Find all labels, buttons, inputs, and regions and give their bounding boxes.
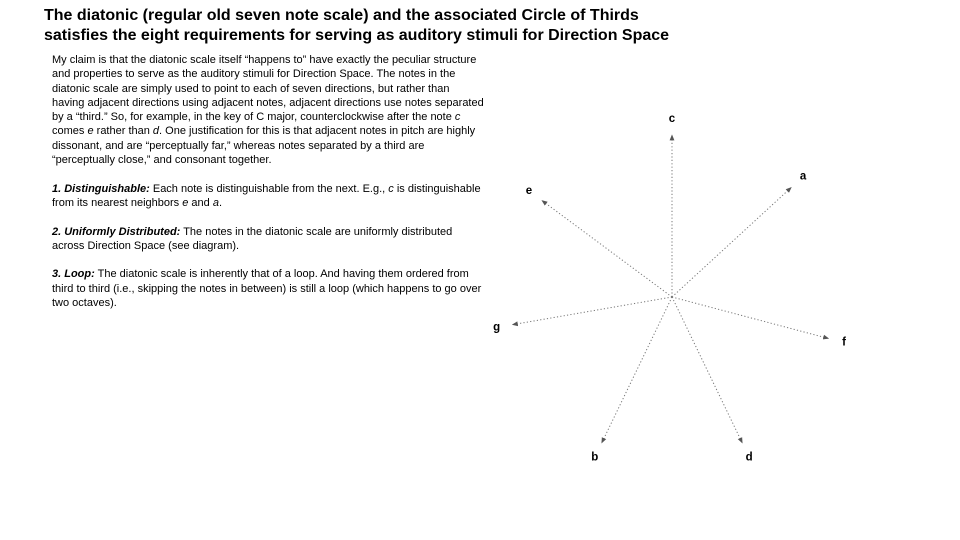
requirement-2-text: The notes in the diatonic scale are uniformly distributed across Direction Space (see diagram). (52, 225, 453, 252)
intro-note-e: e (87, 125, 94, 138)
requirement-1-note-c: c (388, 182, 394, 195)
slide-title-line-2: satisfies the eight requirements for serving as auditory stimuli for Direction Space (44, 27, 670, 44)
requirement-2-heading: 2. Uniformly Distributed: (52, 225, 181, 238)
label-g: g (493, 321, 501, 334)
arrow-d (672, 297, 742, 443)
label-e: e (525, 184, 533, 197)
intro-text-1: My claim is that the diatonic scale itself “happens to” have exactly the peculiar structure and properties to serve as the auditory stimuli for Direction Space. The notes in the diatonic scale are simply used to point to each of seven directions, but rather than having adjacent directions using adjacent notes, adjacent directions use notes separated by a “third.” So, for example, in the key of C major, counterclockwise after the note (52, 54, 484, 124)
requirement-3-text: The diatonic scale is inherently that of a loop. And having them ordered from third to third (i.e., skipping the notes in between) is still a loop (which happens to go over two octaves). (52, 268, 482, 310)
requirement-1-text-4: . (218, 196, 223, 209)
requirement-3-heading: 3. Loop: (52, 268, 95, 281)
direction-labels (493, 113, 846, 463)
label-b: b (591, 451, 599, 464)
requirement-1-text-1: Each note is distinguishable from the next. E.g., (149, 182, 389, 195)
intro-note-c: c (454, 111, 461, 124)
direction-rays (512, 135, 828, 443)
intro-text-4: . One justification for this is that adjacent notes in pitch are highly dissonant, and are “perceptually far,” whereas notes separated by a third are “perceptually close,” and consonant together. (52, 125, 476, 167)
label-f: f (842, 336, 846, 349)
label-a: a (799, 170, 807, 183)
requirement-1-text-2: is distinguishable from its nearest neighbors (52, 182, 481, 209)
arrow-e (542, 201, 672, 298)
requirement-1-text-3: and (188, 196, 213, 209)
arrow-g (512, 297, 672, 325)
requirement-1-note-a: a (212, 196, 219, 209)
intro-text-3: rather than (93, 125, 153, 138)
label-d: d (745, 451, 753, 464)
intro-note-d: d (152, 125, 160, 138)
arrow-f (672, 297, 829, 339)
intro-text-2: comes (52, 125, 88, 138)
requirement-1-note-e: e (182, 196, 189, 209)
arrow-a (672, 187, 791, 297)
label-c: c (668, 113, 676, 126)
arrow-b (602, 297, 672, 443)
slide-title-line-1: The diatonic (regular old seven note scale) and the associated Circle of Thirds (44, 7, 639, 24)
requirement-1-heading: 1. Distinguishable: (52, 182, 150, 195)
